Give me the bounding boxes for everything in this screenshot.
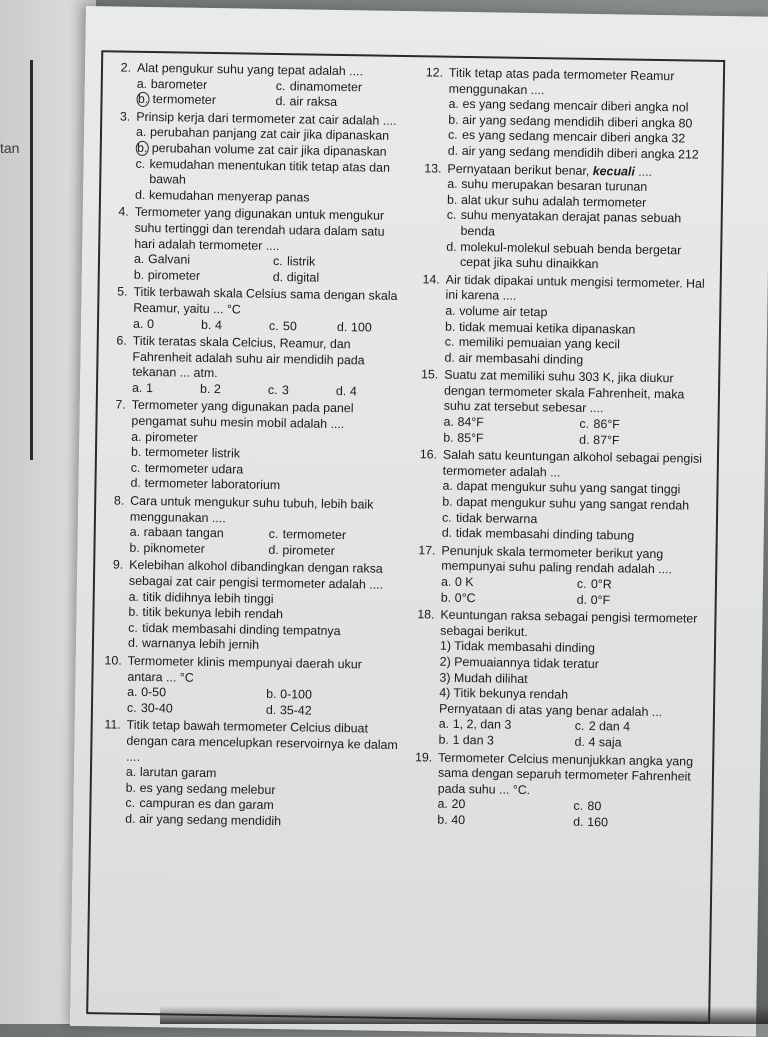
option-text: 0-100 <box>280 687 313 702</box>
option-letter: b. <box>129 540 140 555</box>
answer-option <box>133 316 201 333</box>
option-text: pirometer <box>145 429 198 445</box>
question-header <box>412 607 706 643</box>
answer-option <box>135 156 407 191</box>
option-letter: a. <box>135 125 147 140</box>
question-stem: Salah satu keuntungan alkohol sebagai pengisi termometer adalah ... <box>442 447 703 480</box>
answer-option <box>125 812 397 832</box>
option-text: memiliki pemuaian yang kecil <box>458 334 621 352</box>
answer-option <box>266 703 399 721</box>
question-text <box>130 494 402 529</box>
option-text: tidak membasahi dinding tempatnya <box>142 620 341 638</box>
answer-option <box>446 239 712 274</box>
option-letter: b. <box>448 112 459 127</box>
option-text: pirometer <box>147 267 201 283</box>
answer-options <box>438 717 704 752</box>
question-text <box>449 66 715 101</box>
option-text: termometer udara <box>144 460 244 477</box>
option-letter: b. <box>446 192 458 207</box>
question-stem: Air tidak dipakai untuk mengisi termometer. Hal ini karena .... <box>445 272 705 304</box>
option-text: termometer laboratorium <box>144 476 281 493</box>
option-letter: d. <box>265 702 277 717</box>
question-header <box>415 447 709 483</box>
option-letter: c. <box>272 254 283 269</box>
option-letter: c. <box>268 318 279 333</box>
question-text <box>443 448 709 483</box>
option-text: 80 <box>587 799 602 814</box>
question-stem: Titik teratas skala Celcius, Reamur, dan Fahrenheit adalah suhu air mendidih pada tekanan ... atm. <box>132 333 365 381</box>
question-header <box>106 205 407 256</box>
question-number: 7. <box>115 397 126 413</box>
option-letter: b. <box>443 430 454 445</box>
statement-item: 3) Mudah dilihat <box>439 670 528 686</box>
answer-option <box>201 317 269 334</box>
option-text: 3 <box>281 383 290 398</box>
question-item <box>105 285 406 336</box>
option-letter: b. <box>266 687 277 702</box>
question-item <box>97 718 399 832</box>
option-text: 2 <box>213 381 222 397</box>
option-text: barometer <box>150 76 208 92</box>
question-number: 13. <box>424 160 442 176</box>
option-text: alat ukur suhu adalah termometer <box>460 192 647 210</box>
option-text: tidak memuai ketika dipanaskan <box>458 319 636 337</box>
option-text: 0°F <box>590 592 611 607</box>
question-number: 10. <box>104 653 122 668</box>
answer-option <box>579 432 709 450</box>
answer-options <box>441 575 707 610</box>
option-letter: b. <box>442 494 453 509</box>
answer-option <box>200 382 268 399</box>
question-item <box>420 65 715 163</box>
statement-item: 2) Pemuaiannya tidak teratur <box>439 654 599 672</box>
option-text: kemudahan menyerap panas <box>148 187 310 205</box>
option-letter: b. <box>133 267 145 282</box>
option-letter: a. <box>445 303 456 318</box>
option-letter: d. <box>574 734 585 749</box>
option-text: 2 dan 4 <box>588 719 631 734</box>
answer-options <box>129 525 401 560</box>
question-item <box>100 558 401 656</box>
option-letter: c. <box>441 510 452 525</box>
option-letter: a. <box>133 251 145 267</box>
option-letter: a. <box>447 176 458 192</box>
question-item <box>106 205 407 288</box>
question-text <box>134 205 407 256</box>
question-text <box>445 272 711 307</box>
option-text: es yang sedang mencair diberi angka 32 <box>461 128 686 146</box>
option-text: suhu menyatakan derajat panas sebuah benda <box>460 208 682 239</box>
bottom-shadow <box>160 1006 768 1024</box>
option-text: rabaan tangan <box>143 525 224 541</box>
option-letter: c. <box>446 208 457 223</box>
option-letter: d. <box>447 143 459 158</box>
answer-options <box>136 76 408 111</box>
option-text: 20 <box>451 797 466 812</box>
question-item <box>108 60 409 111</box>
option-letter: c. <box>579 416 590 432</box>
question-text <box>131 398 403 433</box>
option-letter: c. <box>268 527 279 542</box>
option-letter: c. <box>128 620 138 635</box>
question-number: 4. <box>118 204 129 220</box>
question-item <box>409 750 704 833</box>
option-letter: d. <box>576 592 588 607</box>
option-text: air membasahi dinding <box>458 350 584 367</box>
option-letter: a. <box>132 316 144 331</box>
question-header <box>413 543 707 579</box>
answer-option <box>268 383 336 400</box>
question-header <box>410 750 705 801</box>
option-text: 40 <box>451 812 466 827</box>
option-text: dinamometer <box>289 78 363 94</box>
option-text: 0-50 <box>141 685 167 700</box>
answer-option <box>273 270 406 288</box>
option-text: air yang sedang mendidih diberi angka 80 <box>462 112 693 131</box>
answer-option <box>438 733 568 751</box>
option-letter: a. <box>128 589 140 604</box>
option-text: volume air tetap <box>459 303 548 320</box>
option-text: air raksa <box>289 94 338 110</box>
option-letter: b. <box>199 381 211 396</box>
answer-option <box>444 350 710 370</box>
option-text: dapat mengukur suhu yang sangat tinggi <box>456 479 681 497</box>
answer-options <box>134 252 406 287</box>
question-item <box>101 493 402 560</box>
option-text: listrik <box>286 254 316 269</box>
question-stem: Alat pengukur suhu yang tepat adalah .... <box>136 60 364 79</box>
question-header <box>102 493 402 529</box>
question-item <box>104 333 405 400</box>
question-number: 16. <box>419 447 438 462</box>
question-number: 8. <box>113 493 125 508</box>
question-item <box>413 543 708 610</box>
option-text: 160 <box>587 814 609 830</box>
option-text: 4 <box>349 384 357 399</box>
option-text: termometer listrik <box>144 445 241 461</box>
option-text: 0 <box>146 316 155 331</box>
question-stem: Keuntungan raksa sebagai pengisi termometer sebagai berikut. <box>440 607 698 639</box>
option-letter: b. <box>130 445 142 460</box>
question-item <box>414 447 709 545</box>
option-letter: b. <box>128 604 139 620</box>
option-text: es yang sedang melebur <box>139 780 276 797</box>
option-letter: a. <box>129 524 141 540</box>
option-letter: a. <box>448 96 459 112</box>
answer-options <box>133 316 405 336</box>
question-item <box>410 607 706 752</box>
option-letter: a. <box>131 429 142 444</box>
option-letter: b. <box>444 319 456 334</box>
question-stem: Pernyataan berikut benar, <box>447 161 590 178</box>
answer-option <box>132 381 200 398</box>
option-text: larutan garam <box>139 765 217 781</box>
answer-options <box>443 415 709 450</box>
option-letter: a. <box>443 414 454 429</box>
answer-option <box>268 543 401 561</box>
answer-option <box>573 815 703 833</box>
option-letter: c. <box>126 700 137 715</box>
statement-item: 1) Tidak membasahi dinding <box>439 639 596 656</box>
option-letter: d. <box>336 319 348 334</box>
answer-option <box>134 268 267 286</box>
question-stem: Termometer Celcius menunjukkan angka yang sama dengan separuh termometer Fahrenheit pada suhu ... °C. <box>437 750 694 797</box>
answer-option <box>448 144 714 164</box>
option-text: dapat mengukur suhu yang sangat rendah <box>456 494 690 513</box>
question-stem-end: .... <box>634 164 653 179</box>
answer-options <box>132 381 404 401</box>
option-letter: c. <box>125 796 136 811</box>
answer-option <box>577 592 707 610</box>
option-letter: b. <box>200 317 212 332</box>
option-letter: c. <box>267 382 278 397</box>
answer-option <box>136 92 269 110</box>
question-header <box>98 718 399 769</box>
option-text: suhu merupakan besaran turunan <box>461 177 648 194</box>
answer-option <box>269 318 337 335</box>
option-text: termometer <box>282 527 347 543</box>
question-text <box>438 750 705 801</box>
answer-options <box>135 125 408 207</box>
option-letter: d. <box>127 636 139 651</box>
question-number: 5. <box>117 284 128 299</box>
option-letter: c. <box>275 78 286 93</box>
question-number: 15. <box>420 367 439 382</box>
option-letter: c. <box>573 799 584 814</box>
question-item <box>416 272 711 370</box>
option-text: titik didihnya lebih tinggi <box>142 589 274 606</box>
option-text: 0 K <box>454 574 474 590</box>
option-text: air yang sedang mendidih <box>139 811 282 829</box>
option-text: 30-40 <box>140 700 173 716</box>
option-letter: b. <box>437 812 448 827</box>
option-letter: d. <box>573 814 584 829</box>
option-text: warnanya lebih jernih <box>141 636 260 653</box>
answer-options <box>125 765 398 832</box>
answer-option <box>128 636 400 656</box>
question-text <box>126 718 399 769</box>
question-number: 19. <box>414 749 433 765</box>
option-letter: d. <box>130 476 141 491</box>
question-header <box>99 653 399 689</box>
option-text: piknometer <box>143 540 205 556</box>
statement-item: 4) Titik bekunya rendah <box>439 685 569 702</box>
option-text: 1 <box>145 380 154 395</box>
question-item <box>107 109 408 207</box>
option-letter: a. <box>438 716 450 732</box>
option-letter: d. <box>268 542 279 557</box>
question-number: 2. <box>120 60 132 75</box>
question-number: 6. <box>116 333 127 348</box>
question-header <box>104 333 405 384</box>
option-letter: d. <box>444 350 455 365</box>
question-emphasis: kecuali <box>592 163 635 179</box>
option-text: 0°R <box>590 577 612 592</box>
right-column <box>409 65 715 834</box>
option-text: 35-42 <box>279 702 312 718</box>
option-letter: c. <box>447 128 458 143</box>
option-text: 85°F <box>457 430 484 445</box>
option-letter: a. <box>437 796 448 812</box>
question-number: 17. <box>418 543 436 558</box>
option-text: 1, 2, dan 3 <box>452 717 512 733</box>
question-text <box>132 334 405 385</box>
question-item <box>102 398 403 496</box>
answer-options <box>444 304 711 371</box>
answer-option <box>446 208 712 243</box>
option-letter: d. <box>275 94 286 109</box>
circled-option-letter: b. <box>137 92 149 107</box>
question-number: 12. <box>425 65 444 80</box>
option-text: titik bekunya lebih rendah <box>142 605 284 622</box>
question-stem: Kelebihan alkohol dibandingkan dengan raksa sebagai zat cair pengisi termometer adalah .... <box>128 558 384 592</box>
question-stem: Suatu zat memiliki suhu 303 K, jika diukur dengan termometer skala Fahrenheit, maka suhu zat tersebut sebesar .... <box>443 367 685 416</box>
answer-option <box>574 735 704 753</box>
option-letter: a. <box>125 764 137 780</box>
option-letter: b. <box>440 590 452 605</box>
question-number: 3. <box>119 109 131 124</box>
option-letter: c. <box>135 156 146 171</box>
question-stem: Titik terbawah skala Celsius sama dengan skala Reamur, yaitu ... °C <box>133 285 398 317</box>
answer-options <box>442 479 709 546</box>
question-stem: Titik tetap atas pada termometer Reamur menggunakan .... <box>448 65 675 97</box>
option-text: 87°F <box>593 432 620 448</box>
option-letter: a. <box>442 479 453 494</box>
question-item <box>418 161 714 275</box>
option-letter: a. <box>440 574 452 589</box>
answer-option <box>127 700 260 718</box>
option-text: perubahan panjang zat cair jika dipanaskan <box>149 125 390 144</box>
option-letter: a. <box>131 380 143 395</box>
option-text: 100 <box>350 319 372 335</box>
worksheet-page <box>70 6 768 1037</box>
question-number: 11. <box>104 717 121 732</box>
question-stem: Termometer klinis mempunyai daerah ukur antara ... °C <box>127 653 362 685</box>
question-prompt: Pernyataan di atas yang benar adalah ... <box>438 701 663 719</box>
option-text: air yang sedang mendidih diberi angka 212 <box>461 143 699 162</box>
question-number: 18. <box>417 607 435 622</box>
option-letter: c. <box>444 334 455 349</box>
left-column <box>97 60 409 833</box>
question-item <box>99 653 400 720</box>
option-letter: d. <box>335 383 347 399</box>
question-stem: Termometer yang digunakan pada panel pengamat suhu mesin mobil adalah .... <box>131 398 354 432</box>
option-text: 50 <box>282 318 297 333</box>
option-letter: c. <box>574 719 585 734</box>
option-text: kemudahan menentukan titik tetap atas dan bawah <box>149 156 391 187</box>
answer-option <box>442 526 708 546</box>
left-page-fragment: tan <box>0 140 20 156</box>
answer-option <box>130 476 402 496</box>
answer-option <box>275 94 408 112</box>
option-letter: b. <box>438 732 449 747</box>
option-text: 0°C <box>454 590 476 605</box>
question-number: 9. <box>112 557 124 573</box>
question-text <box>441 543 707 578</box>
question-header <box>101 558 401 594</box>
option-text: tidak membasahi dinding tabung <box>455 526 635 543</box>
option-text: 4 saja <box>588 734 622 750</box>
option-letter: d. <box>579 432 590 447</box>
option-text: 1 dan 3 <box>452 732 494 748</box>
option-letter: d. <box>441 525 453 541</box>
option-letter: c. <box>130 460 141 475</box>
option-text: 86°F <box>593 417 620 432</box>
question-stem: Titik tetap bawah termometer Celcius dibuat dengan cara mencelupkan reservoirnya ke dalam .... <box>126 718 398 764</box>
option-text: Galvani <box>147 252 191 267</box>
answer-options <box>130 429 403 496</box>
answer-option <box>437 813 567 831</box>
option-text: tidak berwarna <box>455 510 538 526</box>
option-letter: a. <box>127 684 138 700</box>
option-letter: d. <box>446 239 457 254</box>
option-letter: d. <box>134 187 146 202</box>
question-number: 14. <box>422 272 440 287</box>
answer-options <box>448 97 715 164</box>
question-header <box>417 272 711 308</box>
option-text: perubahan volume zat cair jika dipanaskan <box>151 141 387 159</box>
answer-options <box>446 177 713 275</box>
question-stem: Cara untuk mengukur suhu tubuh, lebih baik menggunakan .... <box>129 493 374 525</box>
option-text: termometer <box>152 92 217 108</box>
question-text <box>127 654 399 689</box>
answer-options <box>128 589 401 656</box>
option-text: pirometer <box>282 542 335 558</box>
option-text: 84°F <box>457 414 484 430</box>
option-letter: d. <box>125 811 136 826</box>
answer-option <box>337 319 405 336</box>
answer-options <box>127 685 399 720</box>
option-letter: a. <box>136 76 148 91</box>
answer-options <box>437 797 703 832</box>
answer-option <box>129 541 262 559</box>
question-header <box>421 65 715 101</box>
option-text: campuran es dan garam <box>139 796 274 813</box>
question-stem: Termometer yang digunakan untuk mengukur suhu tertinggi dan terendah udara dalam satu hari adalah termometer .... <box>134 205 385 253</box>
answer-option <box>441 590 571 608</box>
question-item <box>415 368 710 451</box>
left-page-rule <box>30 60 33 460</box>
question-stem: Prinsip kerja dari termometer zat cair adalah .... <box>136 109 397 128</box>
option-text: 4 <box>214 317 223 332</box>
question-text <box>129 558 401 593</box>
option-letter: b. <box>125 780 137 795</box>
answer-option <box>336 384 404 401</box>
option-letter: c. <box>576 576 587 591</box>
circled-option-letter: b. <box>136 140 148 155</box>
option-text: molekul-molekul sebuah benda bergetar cepat jika suhu dinaikkan <box>459 239 682 272</box>
question-text <box>444 368 711 419</box>
option-text: digital <box>286 269 320 285</box>
question-text <box>440 608 706 643</box>
option-text: es yang sedang mencair diberi angka nol <box>462 97 689 115</box>
question-header <box>416 368 711 419</box>
answer-option <box>443 430 573 448</box>
question-stem: Penunjuk skala termometer berikut yang mempunyai suhu paling rendah adalah .... <box>441 543 673 577</box>
question-header <box>103 398 403 434</box>
question-text <box>133 285 405 320</box>
question-header <box>105 285 405 321</box>
option-letter: d. <box>272 269 284 284</box>
